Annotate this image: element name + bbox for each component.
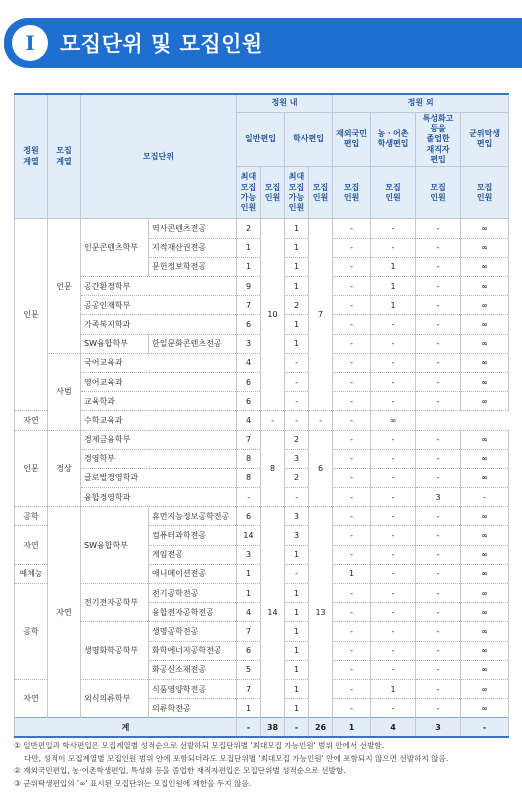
unit-cell: 공간환경학부 [81,277,237,296]
value-cell: 1 [237,699,261,718]
unit-cell: 융합경영학과 [81,488,237,507]
value-cell: 4 [237,411,261,430]
unit-cell: SW융합학부 [81,507,149,584]
header-military-quota: 모집 인원 [461,167,509,219]
total-label: 계 [15,718,237,737]
major-cell: 생명공학전공 [149,622,237,641]
value-cell: - [333,353,371,372]
value-cell: 7 [237,296,261,315]
major-cell: 역사콘텐츠전공 [149,219,237,238]
value-cell: - [333,468,371,487]
header-bachelor-max: 최대 모집 가능 인원 [285,167,309,219]
value-cell: ∞ [461,449,509,468]
value-cell: - [309,411,333,430]
value-cell: - [416,430,461,449]
value-cell: - [333,507,371,526]
value-cell: - [416,449,461,468]
value-cell: - [371,238,416,257]
header-bachelor: 학사편입 [285,112,333,167]
footnote: ① 일반편입과 학사편입은 모집계열별 성적순으로 선발하되 모집단위별 '최대모집 가능인원' 범위 안에서 선발함. [14,741,385,750]
field-cell: 공학 [15,507,48,526]
value-cell: - [371,353,416,372]
value-cell: 6 [309,430,333,507]
value-cell: - [371,488,416,507]
table-row [15,411,509,430]
header-specialized-quota: 모집 인원 [416,167,461,219]
value-cell: - [333,488,371,507]
value-cell: ∞ [461,699,509,718]
value-cell: - [333,296,371,315]
value-cell: ∞ [461,257,509,276]
value-cell: 1 [285,622,309,641]
value-cell: - [371,315,416,334]
value-cell: 7 [309,219,333,411]
value-cell: - [333,660,371,679]
total-value: 3 [416,718,461,737]
unit-cell: 가족복지학과 [81,315,237,334]
value-cell: ∞ [461,392,509,411]
value-cell: ∞ [461,238,509,257]
value-cell: 6 [237,372,261,391]
value-cell: ∞ [461,468,509,487]
value-cell: 6 [237,507,261,526]
value-cell: ∞ [461,564,509,583]
value-cell: 14 [261,507,285,718]
unit-cell: 영어교육과 [81,372,237,391]
value-cell: ∞ [461,622,509,641]
value-cell: ∞ [461,334,509,353]
major-cell: 화학에너지공학전공 [149,641,237,660]
total-value: - [285,718,309,737]
value-cell: 1 [285,603,309,622]
value-cell: - [285,564,309,583]
value-cell: - [371,372,416,391]
group-cell: 경상 [48,430,81,507]
section-header [4,18,522,68]
unit-cell: 경영학부 [81,449,237,468]
value-cell: - [285,372,309,391]
value-cell: - [333,277,371,296]
value-cell: - [333,699,371,718]
value-cell: - [371,641,416,660]
value-cell: - [416,315,461,334]
unit-cell: 수학교육과 [81,411,237,430]
value-cell: 3 [285,507,309,526]
value-cell: - [416,392,461,411]
value-cell: 2 [285,468,309,487]
value-cell: - [285,411,309,430]
value-cell: - [416,468,461,487]
value-cell: ∞ [461,353,509,372]
value-cell: 1 [285,679,309,698]
value-cell: ∞ [461,584,509,603]
major-cell: 문헌정보학전공 [149,257,237,276]
value-cell: ∞ [461,372,509,391]
unit-cell: 생명화학공학부 [81,622,149,680]
value-cell: 8 [261,430,285,507]
value-cell: ∞ [461,430,509,449]
major-cell: 휴먼지능정보공학전공 [149,507,237,526]
total-value: 1 [333,718,371,737]
header-within: 정원 내 [237,94,333,112]
header-group: 모집 계열 [48,94,81,219]
header-rural: 농ㆍ어촌 학생편입 [371,112,416,167]
value-cell: ∞ [461,679,509,698]
value-cell: ∞ [461,296,509,315]
field-cell: 인문 [15,430,48,507]
value-cell: - [416,277,461,296]
value-cell: - [416,296,461,315]
field-cell: 자연 [15,679,48,717]
major-cell: 컴퓨터과학전공 [149,526,237,545]
value-cell: - [333,449,371,468]
header-military: 군위탁생 편입 [461,112,509,167]
value-cell: - [416,641,461,660]
unit-cell: 인문콘텐츠학부 [81,219,149,277]
value-cell: 4 [237,353,261,372]
value-cell: - [261,411,285,430]
header-overseas-quota: 모집 인원 [333,167,371,219]
value-cell: - [285,488,309,507]
value-cell: - [416,679,461,698]
section-title: 모집단위 및 모집인원 [60,32,263,56]
value-cell: 1 [285,219,309,238]
value-cell: 6 [237,315,261,334]
value-cell: - [416,353,461,372]
value-cell: 1 [237,584,261,603]
table-row [15,219,509,238]
value-cell: 1 [237,257,261,276]
header-rural-quota: 모집 인원 [371,167,416,219]
table-row [15,507,509,526]
value-cell: - [371,219,416,238]
major-cell: 한일문화콘텐츠전공 [149,334,237,353]
value-cell: 1 [285,238,309,257]
total-value: 4 [371,718,416,737]
value-cell: 1 [371,277,416,296]
unit-cell: SW융합학부 [81,334,149,353]
header-specialized: 특성화고 등을 졸업한 재직자 편입 [416,112,461,167]
value-cell: - [416,257,461,276]
value-cell: - [371,564,416,583]
value-cell: ∞ [461,660,509,679]
value-cell: - [416,699,461,718]
value-cell: 9 [237,277,261,296]
value-cell: - [461,488,509,507]
footnote: 다만, 성적이 모집계열별 모집인원 범위 안에 포함되더라도 모집단위별 '최대모집 가능인원' 안에 포함되지 않으면 선발하지 않음. [24,753,449,763]
value-cell: - [371,392,416,411]
value-cell: 6 [237,392,261,411]
value-cell: 8 [237,468,261,487]
total-value: - [461,718,509,737]
field-cell: 인문 [15,219,48,411]
value-cell: 3 [237,334,261,353]
value-cell: - [371,430,416,449]
value-cell: 1 [285,660,309,679]
value-cell: - [416,660,461,679]
value-cell: - [416,372,461,391]
value-cell: - [416,603,461,622]
header-general: 일반편입 [237,112,285,167]
value-cell: 1 [333,564,371,583]
footnotes [14,740,514,790]
value-cell: ∞ [461,641,509,660]
value-cell: - [371,468,416,487]
total-row [15,718,509,737]
value-cell: ∞ [461,526,509,545]
value-cell: 1 [371,296,416,315]
value-cell: - [371,334,416,353]
value-cell: - [333,257,371,276]
unit-cell: 교육학과 [81,392,237,411]
value-cell: - [333,219,371,238]
header-outside: 정원 외 [333,94,509,112]
major-cell: 전기공학전공 [149,584,237,603]
value-cell: 2 [285,296,309,315]
major-cell: 지적재산권전공 [149,238,237,257]
header-general-quota: 모집 인원 [261,167,285,219]
value-cell: 1 [285,699,309,718]
value-cell: - [333,238,371,257]
major-cell: 게임전공 [149,545,237,564]
major-cell: 의류학전공 [149,699,237,718]
admission-quota-table [14,93,509,738]
value-cell: - [371,449,416,468]
value-cell: 1 [237,238,261,257]
value-cell: - [416,334,461,353]
value-cell: - [333,411,371,430]
major-cell: 융합전자공학전공 [149,603,237,622]
group-cell: 사범 [48,353,81,430]
value-cell: - [333,526,371,545]
footnote: ③ 군위탁생편입의 '∞' 표시된 모집단위는 모집인원에 제한을 두지 않음. [14,778,252,788]
total-value: - [237,718,261,737]
value-cell: ∞ [371,411,416,430]
value-cell: - [416,564,461,583]
major-cell: 화공신소재전공 [149,660,237,679]
footnote: ② 재외국민편입, 농·어촌학생편입, 특성화 등을 졸업한 재직자편입은 모집단위별 성적순으로 선발함. [14,766,346,775]
value-cell: - [371,526,416,545]
total-value: 38 [261,718,285,737]
value-cell: 1 [285,584,309,603]
value-cell: 1 [285,334,309,353]
value-cell: - [416,238,461,257]
unit-cell: 외식의류학부 [81,679,149,717]
major-cell: 식품영양학전공 [149,679,237,698]
value-cell: 3 [416,488,461,507]
value-cell: - [416,545,461,564]
value-cell: - [333,372,371,391]
value-cell: 14 [237,526,261,545]
value-cell: - [371,622,416,641]
value-cell: - [333,545,371,564]
value-cell: - [371,545,416,564]
value-cell: ∞ [461,545,509,564]
value-cell: 3 [237,545,261,564]
unit-cell: 공공인재학부 [81,296,237,315]
value-cell: 1 [285,277,309,296]
value-cell: 3 [285,526,309,545]
value-cell: - [416,526,461,545]
value-cell: 1 [285,315,309,334]
header-bachelor-quota: 모집 인원 [309,167,333,219]
value-cell: - [333,334,371,353]
value-cell: 1 [285,545,309,564]
value-cell: ∞ [461,507,509,526]
total-value: 26 [309,718,333,737]
value-cell: 10 [261,219,285,411]
header-unit: 모집단위 [81,94,237,219]
value-cell: - [416,219,461,238]
header-overseas: 재외국민 편입 [333,112,371,167]
value-cell: - [371,507,416,526]
field-cell: 공학 [15,584,48,680]
value-cell: 8 [237,449,261,468]
unit-cell: 글로벌경영학과 [81,468,237,487]
value-cell: - [416,507,461,526]
section-number-badge: I [12,25,48,61]
unit-cell: 전기전자공학부 [81,584,149,622]
group-cell: 인문 [48,219,81,353]
value-cell: - [333,584,371,603]
value-cell: - [333,641,371,660]
value-cell: - [371,603,416,622]
value-cell: 2 [237,219,261,238]
value-cell: 1 [237,564,261,583]
value-cell: - [333,622,371,641]
value-cell: 1 [285,641,309,660]
value-cell: 1 [371,257,416,276]
value-cell: - [237,488,261,507]
header-general-max: 최대 모집 가능 인원 [237,167,261,219]
unit-cell: 경제금융학부 [81,430,237,449]
value-cell: - [371,584,416,603]
value-cell: - [333,315,371,334]
value-cell: - [333,679,371,698]
value-cell: - [416,584,461,603]
value-cell: - [371,660,416,679]
major-cell: 애니메이션전공 [149,564,237,583]
value-cell: 2 [285,430,309,449]
value-cell: 7 [237,679,261,698]
value-cell: 7 [237,430,261,449]
field-cell: 자연 [15,411,48,430]
value-cell: 1 [371,679,416,698]
unit-cell: 국어교육과 [81,353,237,372]
value-cell: 6 [237,641,261,660]
field-cell: 예체능 [15,564,48,583]
value-cell: 4 [237,603,261,622]
table-row [15,430,509,449]
value-cell: - [333,603,371,622]
value-cell: ∞ [461,219,509,238]
value-cell: ∞ [461,277,509,296]
value-cell: - [333,392,371,411]
value-cell: ∞ [461,603,509,622]
value-cell: - [285,353,309,372]
value-cell: - [333,430,371,449]
value-cell: 5 [237,660,261,679]
header-field: 정원 계열 [15,94,48,219]
value-cell: ∞ [461,315,509,334]
value-cell: 3 [285,449,309,468]
value-cell: 1 [285,257,309,276]
value-cell: - [371,699,416,718]
value-cell: 7 [237,622,261,641]
value-cell: - [416,622,461,641]
value-cell: - [285,392,309,411]
value-cell: 13 [309,507,333,718]
group-cell: 자연 [48,507,81,718]
field-cell: 자연 [15,526,48,564]
